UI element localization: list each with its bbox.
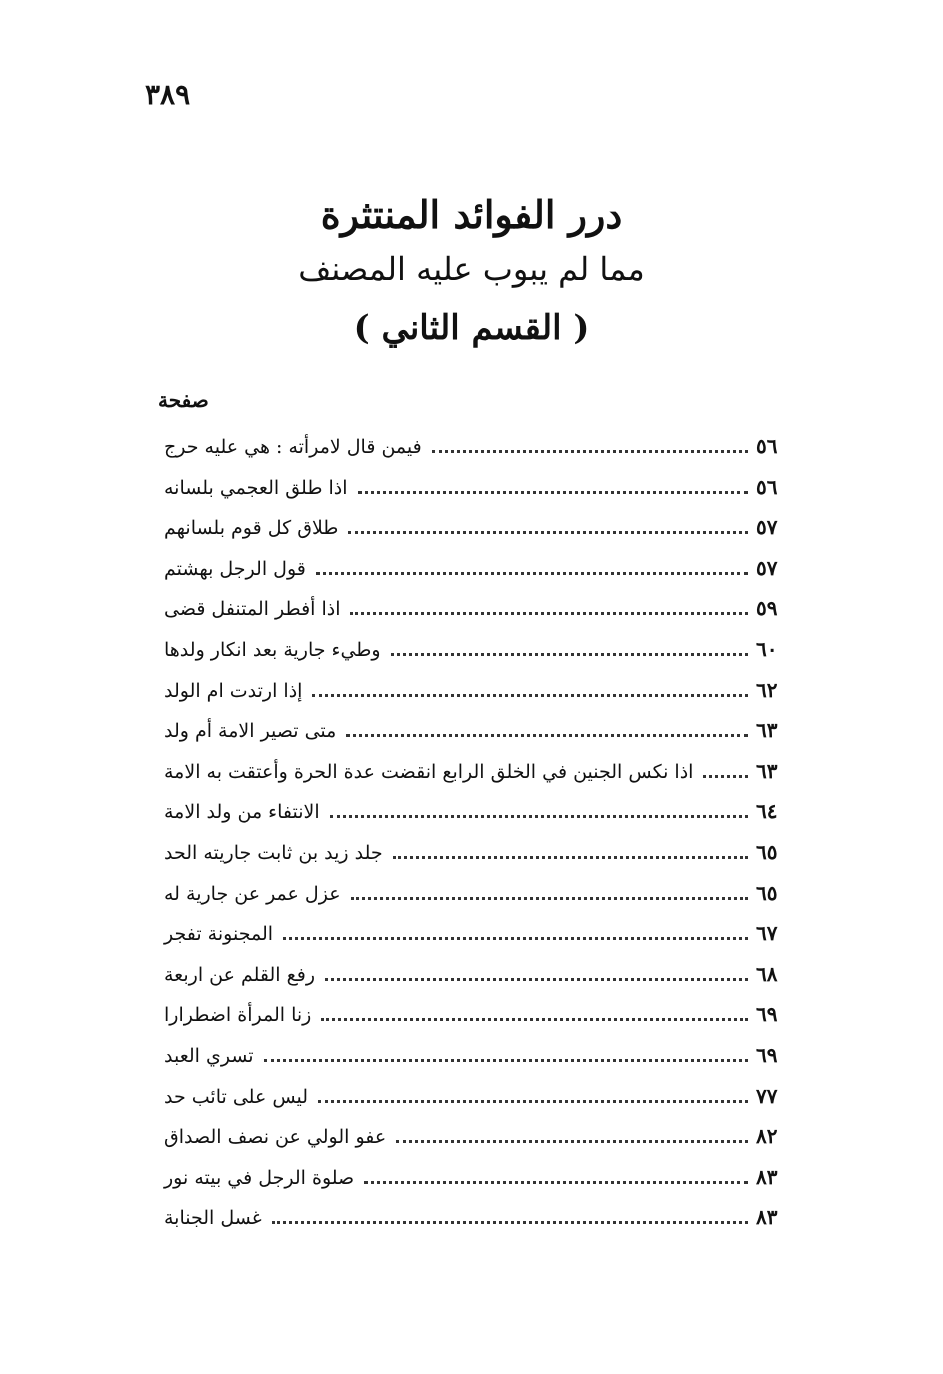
page-number: ٣٨٩ [145, 78, 191, 111]
toc-row [150, 434, 796, 475]
toc-leader-dots [703, 775, 748, 778]
toc-leader-dots [283, 937, 748, 940]
toc-entry-title: زنا المرأة اضطرارا [164, 1004, 312, 1027]
toc-leader-dots [432, 450, 748, 453]
toc-entry-title: اذا أفطر المتنفل قضى [164, 598, 341, 621]
toc-entry-page: ٦٥ [756, 839, 778, 864]
toc-row [150, 515, 796, 556]
toc-entry-page: ٦٣ [756, 718, 778, 743]
toc-entry-title: عفو الولي عن نصف الصداق [164, 1126, 387, 1149]
toc-row [150, 1124, 796, 1165]
toc-row [150, 799, 796, 840]
toc-leader-dots [350, 612, 748, 615]
toc-entry-title: جلد زيد بن ثابت جاريته الحد [164, 841, 383, 864]
toc-entry-page: ٦٩ [756, 1042, 778, 1067]
toc-entry-title: وطيء جارية بعد انكار ولدها [164, 638, 381, 661]
toc-leader-dots [358, 491, 748, 494]
toc-entry-title: غسل الجنابة [164, 1207, 262, 1230]
toc-leader-dots [346, 734, 748, 737]
toc-entry-page: ٦٨ [756, 961, 778, 986]
toc-leader-dots [351, 897, 748, 900]
toc-entry-page: ٦٣ [756, 758, 778, 783]
toc-entry-page: ٦٩ [756, 1002, 778, 1027]
toc-row [150, 637, 796, 678]
toc-leader-dots [391, 653, 748, 656]
toc-leader-dots [393, 856, 748, 859]
page-subtitle: مما لم يبوب عليه المصنف [298, 250, 645, 288]
toc-entry-title: اذا طلق العجمي بلسانه [164, 476, 348, 499]
toc-leader-dots [321, 1018, 748, 1021]
toc-entry-page: ٥٦ [756, 434, 778, 458]
toc-row [150, 475, 796, 516]
page-column-header: صفحة [158, 388, 209, 412]
toc-entry-page: ٦٢ [756, 677, 778, 702]
toc-row [150, 1084, 796, 1125]
toc-leader-dots [312, 694, 748, 697]
toc-row [150, 718, 796, 759]
toc-row [150, 1043, 796, 1084]
toc-entry-page: ٦٧ [756, 921, 778, 946]
toc-entry-page: ٦٤ [756, 799, 778, 824]
toc-entry-title: إذا ارتدت ام الولد [164, 679, 303, 702]
toc-leader-dots [396, 1140, 748, 1143]
toc-entry-title: طلاق كل قوم بلسانهم [164, 517, 339, 540]
page-title: درر الفوائد المنتثرة [320, 192, 623, 237]
toc-entry-title: عزل عمر عن جارية له [164, 882, 341, 905]
toc-row [150, 881, 796, 922]
toc-row [150, 840, 796, 881]
toc-entry-title: قول الرجل بهشتم [164, 557, 306, 580]
toc-leader-dots [364, 1181, 748, 1184]
toc-leader-dots [325, 978, 748, 981]
toc-entry-title: فيمن قال لامرأته : هي عليه حرج [164, 436, 422, 458]
toc-leader-dots [348, 531, 748, 534]
toc-leader-dots [318, 1100, 748, 1103]
toc-entry-title: رفع القلم عن اربعة [164, 963, 315, 986]
toc-entry-page: ٥٧ [756, 555, 778, 580]
toc-entry-title: صلوة الرجل في بيته نور [164, 1166, 355, 1189]
toc-entry-title: الانتفاء من ولد الامة [164, 801, 320, 824]
toc-row [150, 678, 796, 719]
toc-entry-page: ٥٦ [756, 474, 778, 499]
toc-entry-page: ٥٧ [756, 515, 778, 540]
toc-entry-page: ٨٣ [756, 1205, 778, 1230]
toc-entry-page: ٦٠ [756, 636, 778, 661]
toc-entry-page: ٨٣ [756, 1164, 778, 1189]
toc-leader-dots [264, 1059, 748, 1062]
toc-row [150, 962, 796, 1003]
toc-row [150, 759, 796, 800]
toc-entry-title: تسري العبد [164, 1044, 254, 1067]
toc-entry-page: ٨٢ [756, 1124, 778, 1149]
toc-row [150, 1165, 796, 1206]
table-of-contents [150, 434, 796, 1246]
toc-entry-title: ليس على تائب حد [164, 1085, 309, 1108]
toc-leader-dots [316, 572, 748, 575]
toc-row [150, 1205, 796, 1246]
section-title: ( القسم الثاني ) [353, 308, 590, 348]
toc-entry-page: ٦٥ [756, 880, 778, 905]
toc-leader-dots [272, 1221, 748, 1224]
toc-leader-dots [330, 815, 748, 818]
toc-entry-page: ٥٩ [756, 596, 778, 621]
toc-entry-title: اذا نكس الجنين في الخلق الرابع انقضت عدة الحرة وأعتقت به الامة [164, 760, 694, 783]
toc-entry-page: ٧٧ [756, 1083, 778, 1108]
toc-row [150, 921, 796, 962]
toc-entry-title: متى تصير الامة أم ولد [164, 720, 337, 743]
toc-row [150, 596, 796, 637]
toc-entry-title: المجنونة تفجر [164, 923, 274, 946]
toc-row [150, 556, 796, 597]
toc-row [150, 1002, 796, 1043]
